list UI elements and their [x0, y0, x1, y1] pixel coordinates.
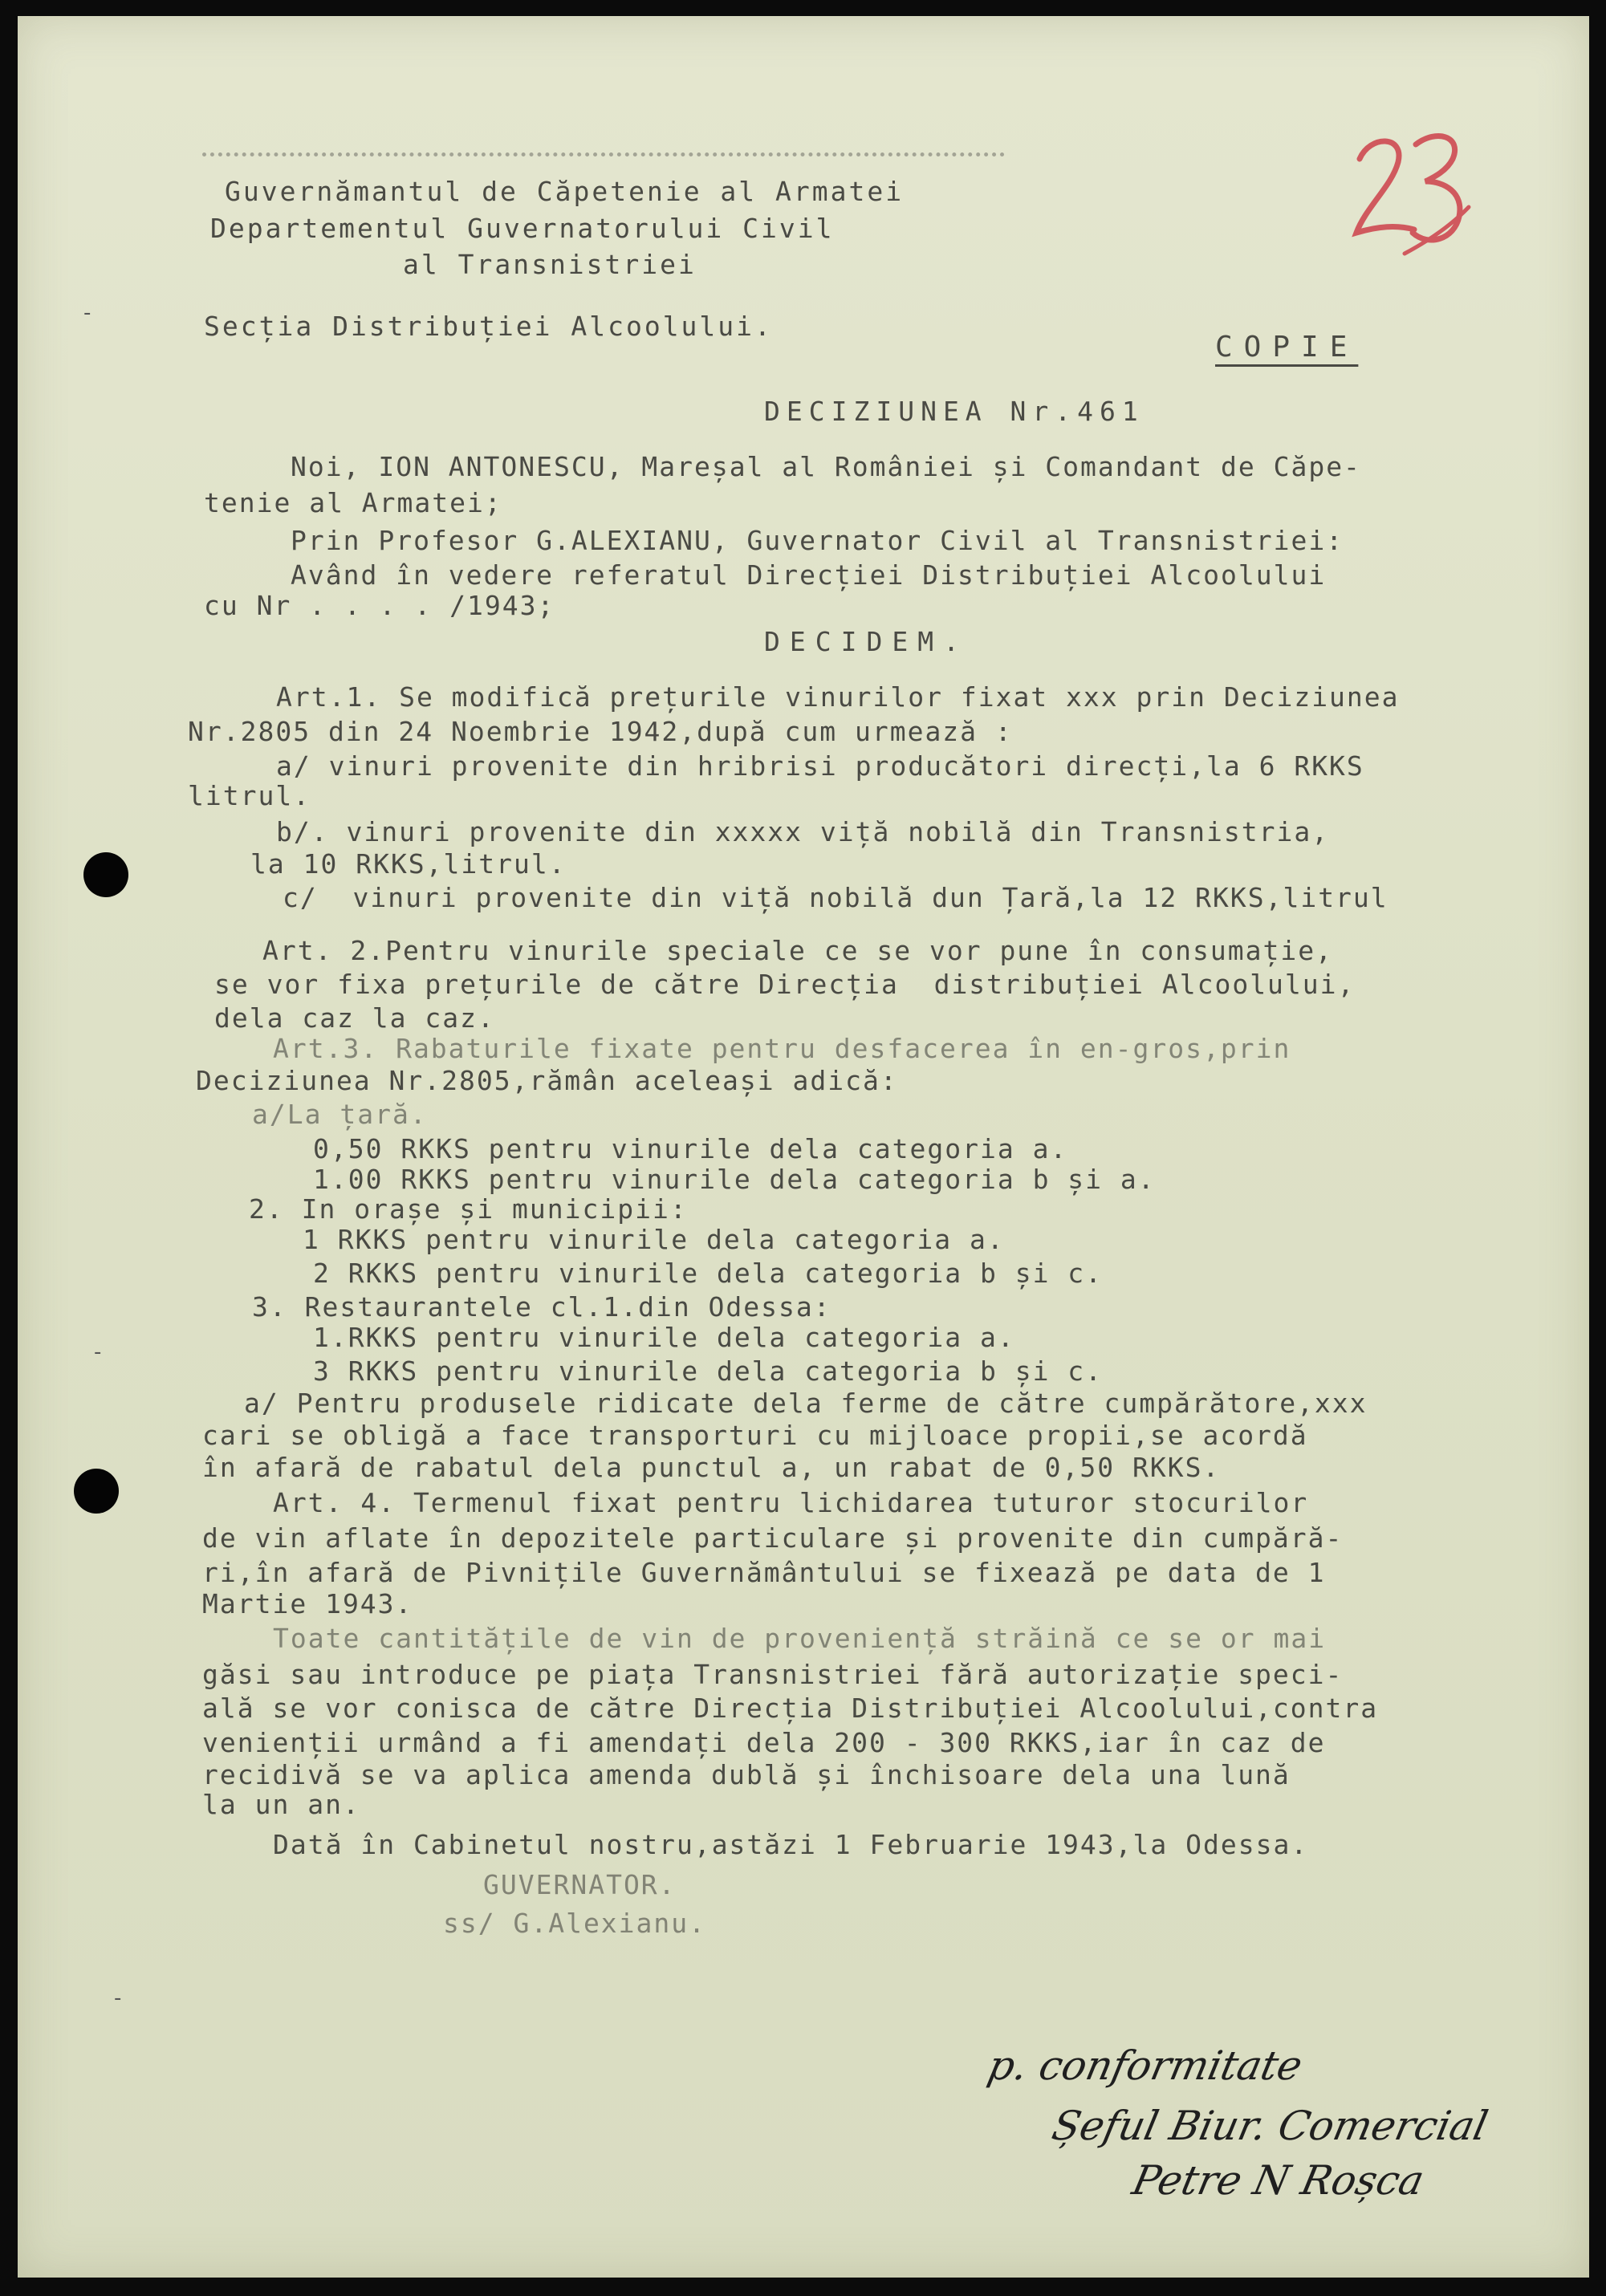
section-heading: Secția Distribuției Alcoolului.: [204, 311, 773, 342]
body-line: ri,în afară de Pivnițile Guvernământului se fixează pe data de 1: [202, 1557, 1326, 1588]
body-line: dela caz la caz.: [214, 1002, 495, 1034]
body-line: de vin aflate în depozitele particulare și provenite din cumpără-: [202, 1522, 1344, 1554]
body-line: a/ vinuri provenite din hribrisi producători direcți,la 6 RKKS: [276, 750, 1364, 782]
body-line: ală se vor conisca de către Direcția Distribuției Alcoolului,contra: [202, 1693, 1379, 1724]
body-line: 2. In orașe și municipii:: [249, 1193, 688, 1225]
body-line: Art.3. Rabaturile fixate pentru desfacerea în en-gros,prin: [273, 1033, 1291, 1064]
body-line: b/. vinuri provenite din xxxxx viță nobilă din Transnistria,: [276, 816, 1330, 847]
header-line-2: Departementul Guvernatorului Civil: [210, 213, 835, 244]
signature-title: GUVERNATOR.: [483, 1869, 677, 1900]
body-line: cari se obligă a face transporturi cu mijloace propii,se acordă: [202, 1420, 1308, 1451]
body-line: Martie 1943.: [202, 1588, 413, 1619]
decidem-heading: DECIDEM.: [764, 626, 969, 657]
body-line: litrul.: [188, 780, 311, 811]
body-line: se vor fixa prețurile de către Direcția distribuției Alcoolului,: [214, 969, 1356, 1000]
punch-hole: [83, 852, 128, 897]
body-line: 2 RKKS pentru vinurile dela categoria b și c.: [313, 1258, 1104, 1289]
body-line: în afară de rabatul dela punctul a, un rabat de 0,50 RKKS.: [202, 1452, 1221, 1483]
dotted-rule: [202, 152, 1005, 163]
signature-name: ss/ G.Alexianu.: [443, 1908, 707, 1939]
body-line: a/ Pentru produsele ridicate dela ferme de către cumpărătore,xxx: [244, 1388, 1368, 1419]
body-line: Art. 4. Termenul fixat pentru lichidarea tuturor stocurilor: [273, 1487, 1309, 1518]
body-line: 1.00 RKKS pentru vinurile dela categoria b și a.: [313, 1164, 1156, 1195]
body-line: 3 RKKS pentru vinurile dela categoria b și c.: [313, 1355, 1104, 1387]
header-line-3: al Transnistriei: [403, 249, 697, 280]
body-line: 1.RKKS pentru vinurile dela categoria a.: [313, 1322, 1015, 1353]
margin-mark: -: [94, 1340, 102, 1364]
body-line: venienții urmând a fi amendați dela 200 - 300 RKKS,iar în caz de: [202, 1727, 1326, 1758]
margin-mark: -: [114, 1986, 122, 2010]
handwritten-name-line: Petre N Roșca: [1128, 2157, 1429, 2204]
preamble-line: tenie al Armatei;: [204, 487, 502, 518]
body-line: Art. 2.Pentru vinurile speciale ce se vor pune în consumație,: [262, 935, 1333, 966]
body-line: la un an.: [202, 1789, 360, 1820]
preamble-line: Noi, ION ANTONESCU, Mareșal al României și Comandant de Căpe-: [291, 451, 1361, 482]
body-line: c/ vinuri provenite din viță nobilă dun Țară,la 12 RKKS,litrul: [283, 882, 1388, 913]
punch-hole: [74, 1469, 119, 1514]
handwritten-office-line: Șeful Biur. Comercial: [1047, 2103, 1492, 2149]
preamble-line: Prin Profesor G.ALEXIANU, Guvernator Civil al Transnistriei:: [291, 525, 1344, 556]
preamble-line: Având în vedere referatul Direcției Distribuției Alcoolului: [291, 559, 1327, 591]
body-line: Toate cantitățile de vin de proveniență străină ce se or mai: [273, 1623, 1327, 1654]
body-line: recidivă se va aplica amenda dublă și închisoare dela una lună: [202, 1759, 1291, 1790]
body-line: 1 RKKS pentru vinurile dela categoria a.: [303, 1224, 1005, 1255]
body-line: 3. Restaurantele cl.1.din Odessa:: [252, 1291, 831, 1323]
body-line: 0,50 RKKS pentru vinurile dela categoria a.: [313, 1133, 1068, 1164]
document-title: DECIZIUNEA Nr.461: [764, 396, 1145, 427]
body-line: Dată în Cabinetul nostru,astăzi 1 Februarie 1943,la Odessa.: [273, 1829, 1309, 1860]
body-line: la 10 RKKS,litrul.: [250, 848, 567, 880]
margin-mark: -: [83, 301, 91, 325]
body-line: a/La țară.: [252, 1099, 428, 1130]
preamble-line: cu Nr . . . . /1943;: [204, 590, 555, 621]
body-line: Nr.2805 din 24 Noembrie 1942,după cum urmează :: [188, 716, 1013, 747]
folio-number-handwritten: [1342, 112, 1478, 273]
body-line: Art.1. Se modifică prețurile vinurilor fixat xxx prin Deciziunea: [276, 681, 1400, 713]
header-line-1: Guvernămantul de Căpetenie al Armatei: [225, 176, 905, 207]
body-line: găsi sau introduce pe piața Transnistriei fără autorizație speci-: [202, 1659, 1344, 1690]
body-line: Deciziunea Nr.2805,rămân aceleași adică:: [196, 1065, 898, 1096]
copy-label: COPIE: [1215, 331, 1359, 364]
paper-sheet: [18, 16, 1589, 2278]
handwritten-certification-line: p. conformitate: [983, 2042, 1307, 2089]
